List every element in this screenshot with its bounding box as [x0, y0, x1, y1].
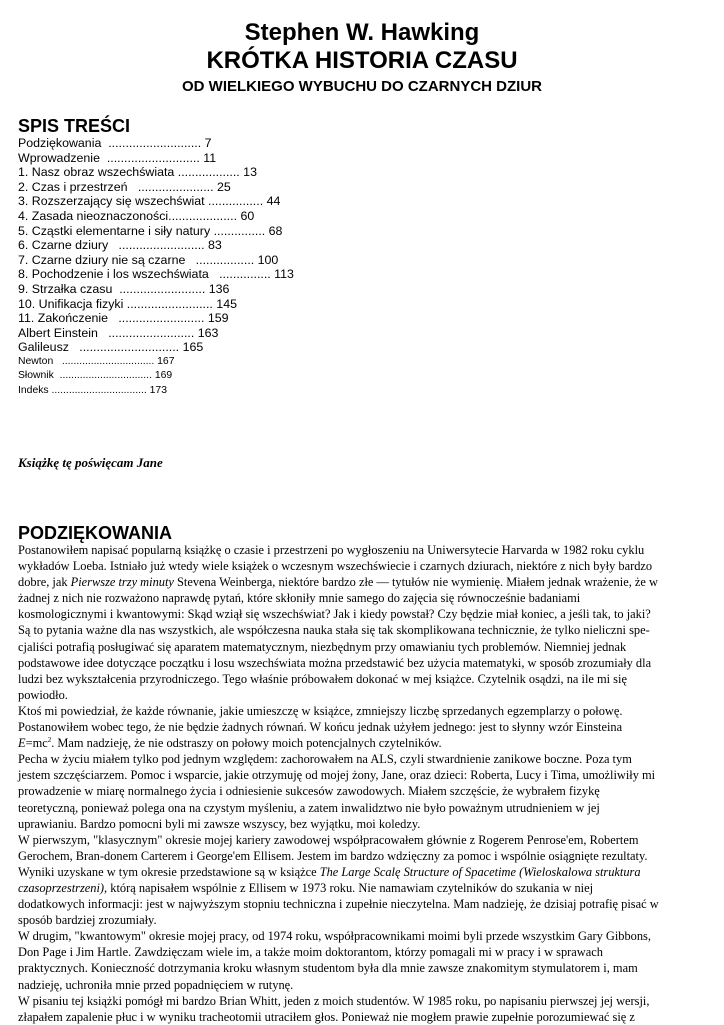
table-of-contents: [18, 136, 294, 398]
text-line: Don Page i Jim Hartle. Zawdzięczam wiele im, a także moim doktorantom, którzy pomagali mi w pracy i w sprawach: [18, 945, 603, 960]
text-line: podstawowe idee dotyczące początku i losu wszechświata można przedstawić bez użycia matematyki, w sposób zrozumiały dla: [18, 655, 652, 670]
text-line: Gerochem, Bran-donem Carterem i George'em Ellisem. Jestem im bardzo wdzięczny za pomoc i wspólnie osiągnięte rezultaty.: [18, 848, 648, 863]
text-line: złapałem zapalenie płuc i w wyniku tracheotomii utraciłem głos. Ponieważ nie mogłem prawie zupełnie porozumiewać się z: [18, 1009, 635, 1024]
text-line: nadzieję, uchroniła mnie przed popadnięciem w rutynę.: [18, 977, 294, 992]
text-fragment: Wyniki uzyskane w tym okresie przedstawione są w książce: [18, 864, 317, 879]
toc-item[interactable]: 3. Rozszerzający się wszechświat ................ 44: [18, 194, 281, 209]
text-line: [18, 735, 708, 751]
toc-heading: SPIS TREŚCI: [18, 116, 131, 136]
toc-item[interactable]: 7. Czarne dziury nie są czarne ................. 100: [18, 252, 279, 267]
toc-item[interactable]: 8. Pochodzenie i los wszechświata ............... 113: [18, 267, 294, 282]
toc-item[interactable]: Słownik ................................ 169: [18, 370, 173, 382]
text-line: kosmologicznymi i kwantowymi: Skąd wziął się wszechświat? Jak i kiedy powstał? Czy będzie miał koniec, a jeśli tak, to jaki?: [18, 607, 651, 622]
toc-item[interactable]: Albert Einstein ......................... 163: [18, 325, 219, 340]
book-title: KRÓTKA HISTORIA CZASU: [206, 47, 518, 74]
book-subtitle: OD WIELKIEGO WYBUCHU DO CZARNYCH DZIUR: [182, 78, 542, 95]
text-line: [18, 864, 708, 880]
toc-item[interactable]: 11. Zakończenie ......................... 159: [18, 311, 229, 326]
text-line: uprawianiu. Bardzo pomocni byli mi zawsze wszyscy, bez wyjątku, moi koledzy.: [18, 816, 421, 831]
text-fragment: Stevena Weinberga, niektóre bardzo złe — tytułów nie wymienię. Miałem jednak wrażenie, że w: [177, 575, 658, 590]
toc-item[interactable]: 2. Czas i przestrzeń ...................... 25: [18, 179, 231, 194]
text-line: dodatkowych informacji: jest w najwyższym stopniu techniczna i zupełnie nieczytelna. Mam nadzieję, że dzisiaj potrafię pisać w: [18, 897, 659, 912]
text-line: ludzi bez wykształcenia przyrodniczego. Tego właśnie próbowałem dokonać w mej książce. Czytelnik osądzi, na ile mi się: [18, 671, 627, 686]
text-line: [18, 880, 708, 896]
text-line: Postanowiłem wobec tego, że nie będzie żadnych równań. W końcu jednak użyłem jednego: jest to słynny wzór Einsteina: [18, 720, 623, 735]
toc-item[interactable]: 10. Unifikacja fizyki ......................... 145: [18, 296, 237, 311]
toc-item[interactable]: Galileusz ............................. 165: [18, 340, 204, 355]
toc-item[interactable]: Newton ................................ 167: [18, 355, 175, 367]
toc-item[interactable]: 9. Strzałka czasu ......................... 136: [18, 281, 230, 296]
toc-item[interactable]: Wprowadzenie ........................... 11: [18, 150, 217, 165]
text-line: sposób bardziej zrozumiały.: [18, 913, 157, 928]
text-line: W pierwszym, "klasycznym" okresie mojej kariery zawodowej współpracowałem głównie z Rogerem Penrose'em, Robertem: [18, 832, 639, 847]
text-line: powiodło.: [18, 687, 68, 702]
dedication: Książkę tę poświęcam Jane: [18, 455, 163, 470]
book-title-ref: Pierwsze trzy minuty: [70, 575, 174, 590]
text-line: Postanowiłem napisać popularną książkę o czasie i przestrzeni po wygłoszeniu na Uniwersytecie Harvarda w 1982 roku cyklu: [18, 543, 645, 557]
equation-mc: =mc: [25, 736, 48, 751]
text-line: W pisaniu tej książki pomógł mi bardzo Brian Whitt, jeden z moich studentów. W 1985 roku, po napisaniu pierwszej jej wersji,: [18, 993, 650, 1008]
toc-item[interactable]: 4. Zasada nieoznaczoności.................... 60: [18, 208, 255, 223]
text-line: żadnej z nich nie rozważono naprawdę pytań, które skłoniły mnie samego do zajęcia się równocześnie badaniami: [18, 591, 581, 606]
text-fragment: którą napisałem wspólnie z Ellisem w 1973 roku. Nie namawiam czytelników do szukania w niej: [110, 880, 594, 895]
text-line: [18, 574, 708, 590]
book-title-ref: czasoprzestrzeni),: [18, 880, 108, 895]
text-line: teoretyczną, ponieważ polega ona na czystym myśleniu, a zatem inwalidztwo nie było poważnym utrudnieniem w jej: [18, 800, 600, 815]
text-line: W drugim, "kwantowym" okresie mojej pracy, od 1974 roku, współpracownikami moimi byli przede wszystkim Gary Gibbons,: [18, 929, 651, 944]
text-line: Są to pytania ważne dla nas wszystkich, ale współczesna nauka stała się tak skomplikowana technicznie, że tylko nieliczni spe-: [18, 623, 650, 638]
toc-item[interactable]: Indeks ................................. 173: [18, 384, 167, 396]
equation-e: E: [18, 736, 26, 751]
toc-item[interactable]: 5. Cząstki elementarne i siły natury ............... 68: [18, 223, 283, 238]
equation-exponent: 2: [47, 736, 52, 744]
text-line: cjaliści potrafią posługiwać się aparatem matematycznym, niezbędnym przy omawianiu tych problemów. Niemniej jednak: [18, 639, 627, 654]
text-line: Pecha w życiu miałem tylko pod jednym względem: zachorowałem na ALS, czyli stwardnienie zanikowe boczne. Poza tym: [18, 752, 632, 767]
text-fragment: dobre, jak: [18, 575, 68, 590]
acknowledgements-heading: PODZIĘKOWANIA: [18, 523, 173, 543]
toc-item[interactable]: Podziękowania ........................... 7: [18, 136, 212, 150]
text-line: jestem szczęściarzem. Pomoc i wsparcie, jakie otrzymuję od mojej żony, Jane, oraz dzieci: Roberta, Lucy i Tima, umożliwiły mi: [18, 768, 656, 783]
acknowledgements-body: [18, 542, 708, 1025]
book-title-ref: The Large Scalę Structure of Spacetime (Wieloskalowa struktura: [319, 864, 641, 879]
text-line: praktycznych. Konieczność dotrzymania kroku własnym studentom była dla mnie zawsze znakomitym stymulatorem i, mam: [18, 961, 638, 976]
text-fragment: . Mam nadzieję, że nie odstraszy on połowy moich potencjalnych czytelników.: [51, 736, 442, 751]
author-name: Stephen W. Hawking: [244, 19, 480, 46]
text-line: wykładów Loeba. Istniało już wtedy wiele książek o wczesnym wszechświecie i czarnych dziurach, niektóre z nich były bardzo: [18, 559, 653, 574]
toc-item[interactable]: 6. Czarne dziury ......................... 83: [18, 238, 222, 253]
toc-item[interactable]: 1. Nasz obraz wszechświata .................. 13: [18, 165, 257, 180]
text-line: Ktoś mi powiedział, że każde równanie, jakie umieszczę w książce, zmniejszy liczbę sprzedanych egzemplarzy o połowę.: [18, 703, 623, 718]
text-line: prowadzenie w miarę normalnego życia i odniesienie sukcesów zawodowych. Miałem szczęście, że wybrałem fizykę: [18, 784, 600, 799]
